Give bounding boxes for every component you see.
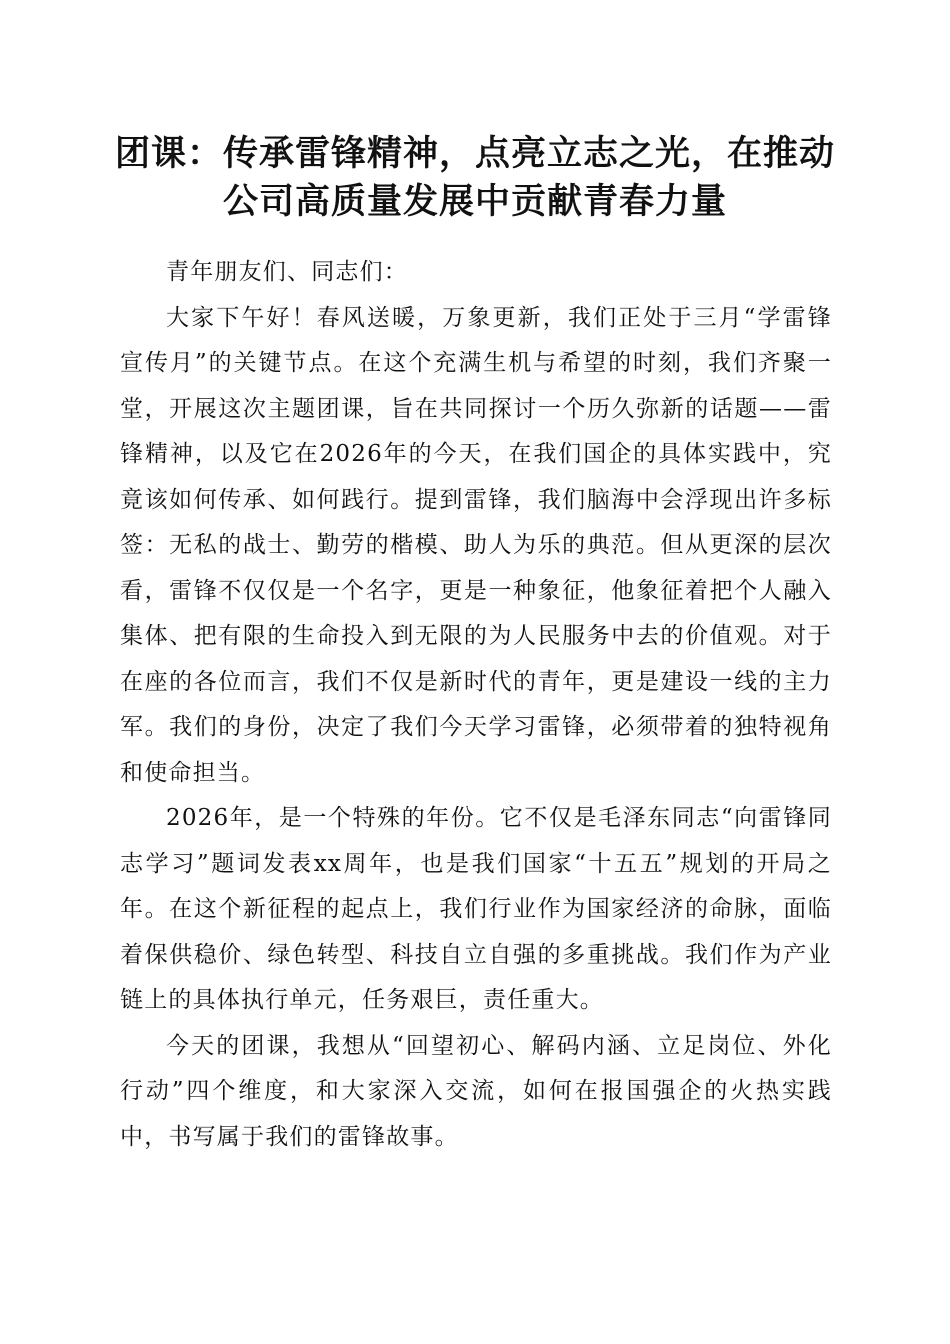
salutation-paragraph: 青年朋友们、同志们：	[166, 259, 408, 285]
document-body	[120, 250, 832, 1160]
body-paragraph: 今天的团课，我想从“回望初心、解码内涵、立足岗位、外化行动”四个维度，和大家深入交流，如何在报国强企的火热实践中，书写属于我们的雷锋故事。	[120, 1032, 832, 1150]
body-paragraph: 大家下午好！春风送暖，万象更新，我们正处于三月“学雷锋宣传月”的关键节点。在这个充满生机与希望的时刻，我们齐聚一堂，开展这次主题团课，旨在共同探讨一个历久弥新的话题——雷锋精神，以及它在2026年的今天，在我们国企的具体实践中，究竟该如何传承、如何践行。提到雷锋，我们脑海中会浮现出许多标签：无私的战士、勤劳的楷模、助人为乐的典范。但从更深的层次看，雷锋不仅仅是一个名字，更是一种象征，他象征着把个人融入集体、把有限的生命投入到无限的为人民服务中去的价值观。对于在座的各位而言，我们不仅是新时代的青年，更是建设一线的主力军。我们的身份，决定了我们今天学习雷锋，必须带着的独特视角和使命担当。	[120, 304, 832, 786]
title-line-2: 公司高质量发展中贡献青春力量	[222, 181, 727, 222]
title-line-1: 团课：传承雷锋精神，点亮立志之光，在推动	[114, 133, 835, 174]
document-title	[110, 130, 840, 226]
body-paragraph: 2026年，是一个特殊的年份。它不仅是毛泽东同志“向雷锋同志学习”题词发表xx周年，也是我们国家“十五五”规划的开局之年。在这个新征程的起点上，我们行业作为国家经济的命脉，面临着保供稳价、绿色转型、科技自立自强的多重挑战。我们作为产业链上的具体执行单元，任务艰巨，责任重大。	[120, 805, 832, 1013]
